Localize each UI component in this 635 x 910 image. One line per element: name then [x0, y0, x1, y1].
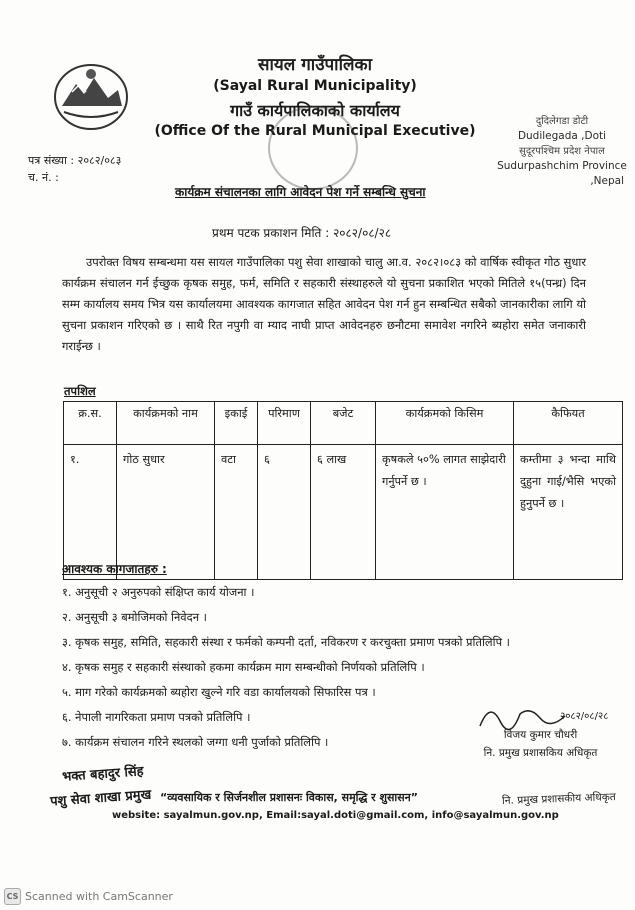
dispatch-number: च. नं. :: [28, 171, 59, 184]
signatory-block: [448, 726, 633, 762]
footer-motto: “व्यवसायिक र सिर्जनशील प्रशासनः विकास, समृद्धि र शुसासन”: [160, 791, 419, 804]
municipality-name-nepali: सायल गाउँपालिका: [258, 55, 372, 75]
cell-serial: १.: [64, 445, 117, 580]
documents-title: आवश्यक कागजातहरु :: [62, 562, 167, 576]
notice-subject: कार्यक्रम संचालनका लागि आवेदन पेश गर्ने सम्बन्धि सुचना: [175, 185, 426, 199]
office-stamp: [268, 106, 358, 190]
country-line: ,Nepal: [590, 175, 624, 187]
document-item: ६. नेपाली नागरिकता प्रमाण पत्रको प्रतिलिपि ।: [62, 710, 251, 724]
notice-body: उपरोक्त विषय सम्बन्धमा यस सायल गाउँपालिका पशु सेवा शाखाको चालु आ.व. २०८२।०८३ को वार्षिक स्वीकृत गोठ सुधार कार्यक्रम संचालन गर्न ईच्छुक कृषक समुह, फर्म, समिति र सहकारी संस्थाहरुले यो सुचना प्रकाशित भएको मितिले १५(पन्ध्र) दिन सम्म कार्यालय समय भित्र यस कार्यालयमा आवश्यक कागजात सहित आवेदन पेश गर्न हुन सम्बन्धित सबैको जानकारीका लागि यो सुचना प्रकाशन गरिएको छ । साथै रित नपुगी वा म्याद नाघी प्राप्त आवेदनहरु छनौटमा समावेश नगरिने ब्यहोरा समेत जनाकारी गराईन्छ ।: [62, 255, 586, 353]
province-line-en: Sudurpashchim Province: [497, 160, 627, 172]
signatory-title: नि. प्रमुख प्रशासकिय अधिकृत: [483, 747, 598, 759]
municipality-logo-icon: [52, 62, 130, 132]
camscanner-text: Scanned with CamScanner: [25, 890, 173, 903]
cell-unit: वटा: [215, 445, 258, 580]
signatory-name: विजय कुमार चौधरी: [503, 729, 578, 741]
col-program-type: कार्यक्रमको किसिम: [376, 402, 514, 445]
cell-program-type: कृषकले ५०% लागत साझेदारी गर्नुपर्ने छ ।: [376, 445, 514, 580]
document-item: ४. कृषक समुह र सहकारी संस्थाको हकमा कार्यक्रम माग सम्बन्धीको निर्णयको प्रतिलिपि ।: [62, 660, 425, 674]
document-item: ७. कार्यक्रम संचालन गरिने स्थलको जग्गा धनी पुर्जाको प्रतिलिपि ।: [62, 735, 329, 749]
col-quantity: परिमाण: [258, 402, 311, 445]
table-caption: तपशिल: [64, 384, 96, 398]
office-address: [492, 114, 632, 189]
col-budget: बजेट: [311, 402, 376, 445]
left-signatory-name: भक्त बहादुर सिंह: [61, 764, 145, 785]
office-name-nepali: गाउँ कार्यपालिकाको कार्यालय: [230, 101, 400, 120]
cell-quantity: ६: [258, 445, 311, 580]
program-table: [63, 401, 623, 580]
province-line-np: सुदूरपश्चिम प्रदेश नेपाल: [519, 146, 605, 157]
publish-date: प्रथम पटक प्रकाशन मिति : २०८२/०८/२८: [212, 226, 392, 240]
cell-budget: ६ लाख: [311, 445, 376, 580]
col-program-name: कार्यक्रमको नाम: [117, 402, 215, 445]
camscanner-logo-icon: CS: [4, 888, 21, 905]
col-remarks: कैफियत: [514, 402, 623, 445]
document-item: ५. माग गरेको कार्यक्रमको ब्यहोरा खुल्ने गरि वडा कार्यालयको सिफारिस पत्र ।: [62, 685, 376, 699]
cell-program-name: गोठ सुधार: [117, 445, 215, 580]
col-unit: इकाई: [215, 402, 258, 445]
footer-stamp-text: नि. प्रमुख प्रशासकीय अधिकृत: [501, 791, 616, 807]
signature-date: २०८२/०८/२८: [560, 711, 609, 722]
col-serial: क्र.स.: [64, 402, 117, 445]
document-item: २. अनुसूची ३ बमोजिमको निवेदन ।: [62, 610, 207, 624]
address-line-np: दुदिलेगडा डोटी: [535, 116, 589, 127]
document-item: ३. कृषक समुह, समिति, सहकारी संस्था र फर्मको कम्पनी दर्ता, नविकरण र करचुक्ता प्रमाण पत्रको प्रतिलिपि ।: [62, 635, 510, 649]
footer-contact: website: sayalmun.gov.np, Email:sayal.doti@gmail.com, info@sayalmun.gov.np: [112, 810, 559, 821]
table-header-row: [64, 402, 623, 445]
office-name-english: (Office Of the Rural Municipal Executive): [154, 123, 476, 139]
municipality-name-english: (Sayal Rural Municipality): [213, 78, 417, 94]
letter-number: पत्र संख्या : २०८२/०८३: [28, 154, 122, 167]
reference-block: [28, 152, 121, 186]
cell-remarks: कम्तीमा ३ भन्दा माथि दुहुना गाई/भैसि भएको हुनुपर्ने छ ।: [514, 445, 623, 580]
left-signatory-role: पशु सेवा शाखा प्रमुख: [49, 787, 152, 810]
camscanner-watermark: [4, 888, 173, 905]
address-line-en: Dudilegada ,Doti: [517, 130, 607, 142]
document-item: १. अनुसूची २ अनुरुपको संक्षिप्त कार्य योजना ।: [62, 585, 255, 599]
